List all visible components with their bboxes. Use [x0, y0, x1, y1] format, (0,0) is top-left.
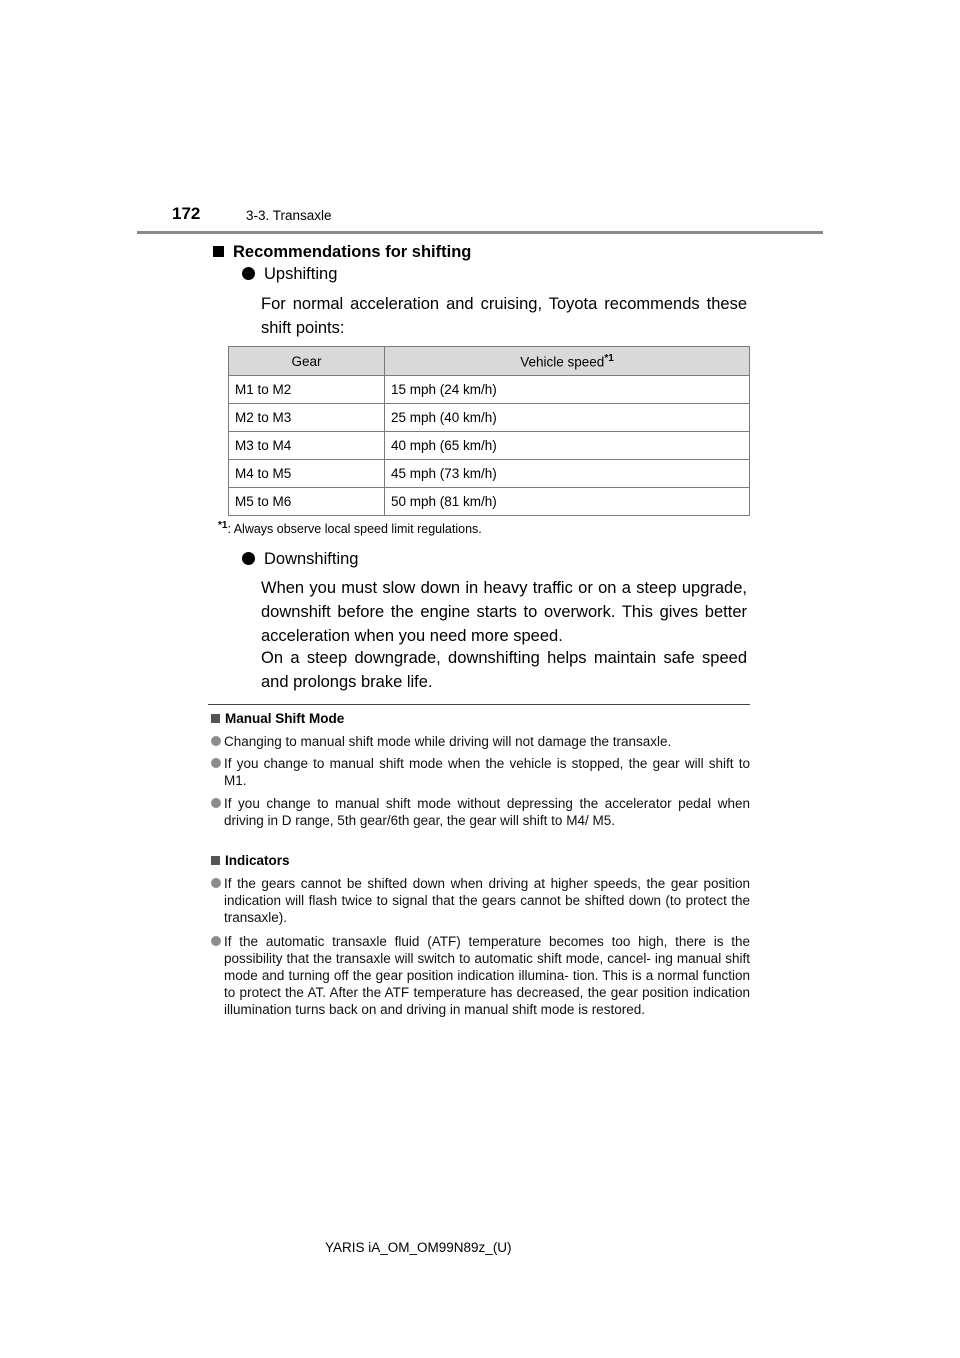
manual-shift-heading: Manual Shift Mode	[211, 711, 344, 726]
round-bullet-icon	[242, 552, 255, 565]
recommendations-heading: Recommendations for shifting	[213, 243, 471, 262]
upshifting-label: Upshifting	[242, 265, 337, 284]
table-footnote: $^{*1}$: Always observe local speed limit regulations.	[218, 520, 482, 537]
table-header-gear: Gear	[229, 347, 385, 376]
list-item: If the automatic transaxle fluid (ATF) temperature becomes too high, there is the possibility that the transaxle will switch to automatic shift mode, cancel- ing manual shift mode and turning off the gear position indication illumina- tion. This is a normal function to protect the AT. After the ATF temperature has decreased, the gear position indication illumination turns back on and driving in manual shift mode is restored.	[224, 933, 750, 1018]
document-id: YARIS iA_OM_OM99N89z_(U)	[325, 1240, 512, 1255]
header-divider	[137, 231, 823, 234]
upshifting-text: For normal acceleration and cruising, Toyota recommends these shift points:	[261, 295, 747, 337]
page-number: 172	[172, 204, 201, 223]
table-row	[229, 460, 750, 488]
footnote-mark: *1	[218, 520, 228, 531]
round-bullet-icon	[211, 736, 221, 746]
table-row	[229, 404, 750, 432]
list-item: Changing to manual shift mode while driving will not damage the transaxle.	[224, 733, 750, 750]
indicators-heading: Indicators	[211, 853, 290, 868]
speed-cell: 25 mph (40 km/h)	[385, 404, 750, 432]
list-item: If the gears cannot be shifted down when driving at higher speeds, the gear position indication will flash twice to signal that the gears cannot be shifted down (to protect the transaxle).	[224, 875, 750, 926]
downshifting-text-1: When you must slow down in heavy traffic or on a steep upgrade, downshift before the engine starts to overwork. This gives better acceleration when you need more speed.	[261, 579, 747, 645]
round-bullet-icon	[211, 758, 221, 768]
downshifting-text-2: On a steep downgrade, downshifting helps maintain safe speed and prolongs brake life.	[261, 649, 747, 691]
list-item: If you change to manual shift mode without depressing the accelerator pedal when driving in D range, 5th gear/6th gear, the gear will shift to M4/ M5.	[224, 795, 750, 829]
table-row	[229, 376, 750, 404]
footnote-mark: *1	[604, 352, 614, 364]
speed-cell: 40 mph (65 km/h)	[385, 432, 750, 460]
gear-cell: M2 to M3	[229, 404, 385, 432]
shift-points-table	[228, 346, 750, 516]
table-header-row	[229, 347, 750, 376]
table-row	[229, 432, 750, 460]
round-bullet-icon	[211, 936, 221, 946]
square-bullet-icon	[213, 246, 224, 257]
round-bullet-icon	[211, 878, 221, 888]
list-item: If you change to manual shift mode when the vehicle is stopped, the gear will shift to M1.	[224, 755, 750, 789]
gear-cell: M3 to M4	[229, 432, 385, 460]
table-row	[229, 488, 750, 516]
speed-cell: 50 mph (81 km/h)	[385, 488, 750, 516]
table-header-speed: Vehicle speed$^{*1}$	[385, 347, 750, 376]
round-bullet-icon	[211, 798, 221, 808]
square-bullet-icon	[211, 856, 220, 865]
notes-divider	[208, 704, 750, 705]
gear-cell: M1 to M2	[229, 376, 385, 404]
square-bullet-icon	[211, 714, 220, 723]
round-bullet-icon	[242, 267, 255, 280]
section-title: 3-3. Transaxle	[246, 208, 332, 223]
gear-cell: M4 to M5	[229, 460, 385, 488]
gear-cell: M5 to M6	[229, 488, 385, 516]
speed-cell: 15 mph (24 km/h)	[385, 376, 750, 404]
downshifting-label: Downshifting	[242, 550, 358, 569]
speed-cell: 45 mph (73 km/h)	[385, 460, 750, 488]
